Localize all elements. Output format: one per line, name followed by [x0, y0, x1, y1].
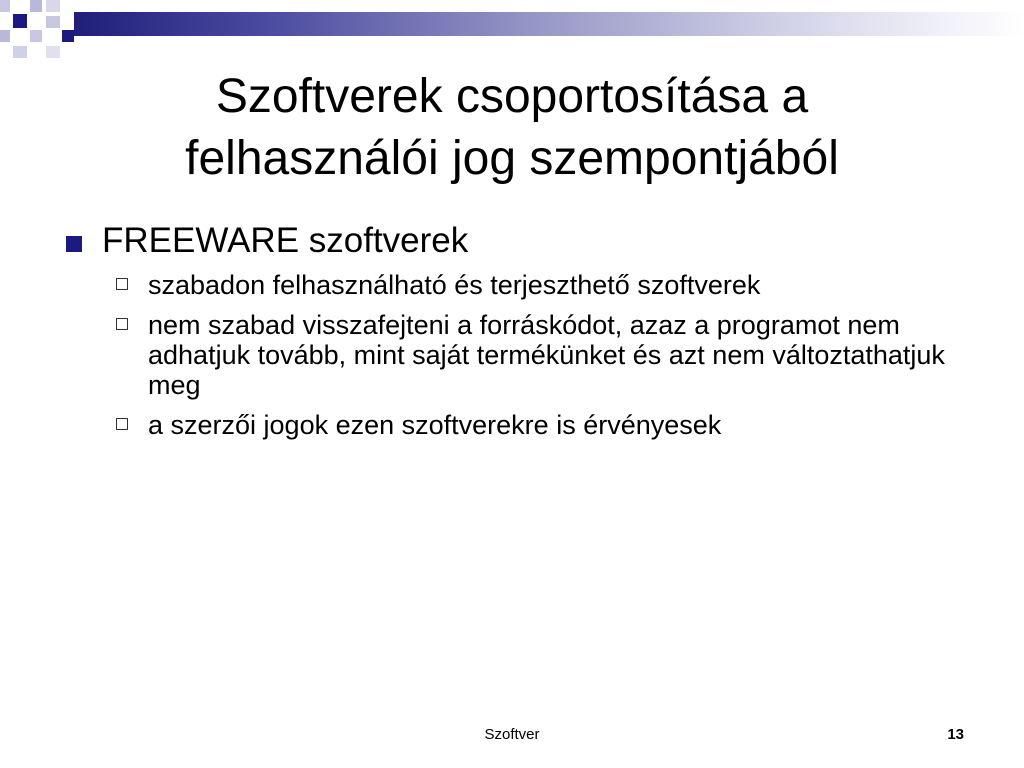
- bullet-freeware: [62, 216, 982, 266]
- decoration-square: [30, 0, 42, 12]
- decoration-square: [46, 16, 60, 28]
- footer-label: Szoftver: [484, 726, 540, 743]
- decoration-square: [13, 46, 27, 58]
- slide-content: [62, 216, 982, 450]
- corner-decoration: [0, 0, 80, 60]
- slide-title: [40, 66, 984, 190]
- decoration-square: [0, 0, 10, 12]
- sub-bullet-item: [112, 410, 982, 440]
- decoration-square: [30, 30, 42, 42]
- sub-bullet-item: [112, 310, 982, 400]
- bullet-text: FREEWARE szoftverek: [102, 221, 469, 260]
- header-gradient-bar: [74, 12, 1024, 36]
- sub-bullet-item: [112, 270, 982, 300]
- hollow-square-bullet-icon: [116, 318, 128, 330]
- decoration-square: [13, 14, 27, 28]
- sub-bullet-text: szabadon felhasználható és terjeszthető szoftverek: [148, 270, 761, 300]
- hollow-square-bullet-icon: [116, 278, 128, 290]
- square-bullet-icon: [66, 236, 82, 252]
- decoration-square: [46, 46, 60, 58]
- decoration-square: [46, 0, 60, 12]
- sub-bullet-text: nem szabad visszafejteni a forráskódot, azaz a programot nem adhatjuk tovább, mint saját termékünket és azt nem változtathatjuk meg: [148, 310, 945, 400]
- sub-bullet-list: [112, 270, 982, 440]
- page-number: 13: [947, 726, 964, 743]
- hollow-square-bullet-icon: [116, 418, 128, 430]
- decoration-square: [0, 30, 10, 42]
- title-line-1: Szoftverek csoportosítása a: [215, 70, 809, 123]
- sub-bullet-text: a szerzői jogok ezen szoftverekre is érvényesek: [148, 410, 722, 440]
- decoration-square: [62, 30, 74, 42]
- title-line-2: felhasználói jog szempontjából: [185, 132, 839, 185]
